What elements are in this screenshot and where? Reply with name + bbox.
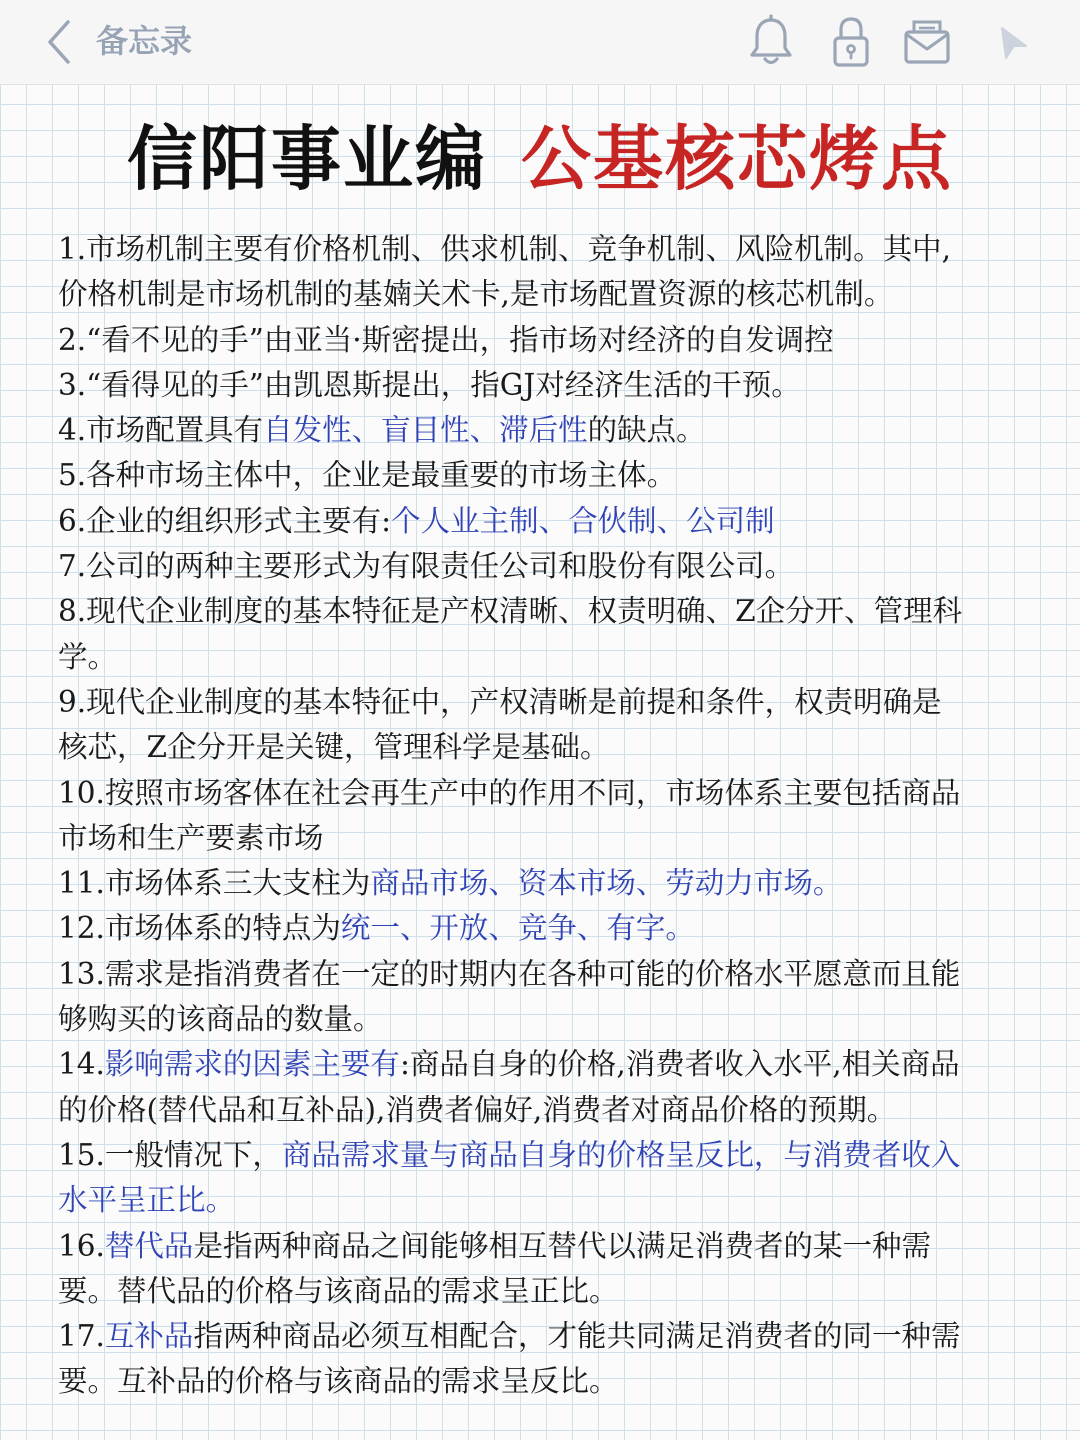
line-text: 4.市场配置具有 xyxy=(58,413,264,448)
note-line xyxy=(58,997,1026,1042)
note-line xyxy=(58,1088,1026,1133)
title-main: 信阳事业编 xyxy=(127,117,487,200)
note-line xyxy=(58,1359,1026,1404)
line-text: 3.“看得见的手”由凯恩斯提出，指GJ对经济生活的干预。 xyxy=(58,367,801,402)
highlight-text: 替代品 xyxy=(104,1228,194,1263)
note-line xyxy=(58,725,1026,770)
line-text: 13.需求是指消费者在一定的时期内在各种可能的价格水平愿意而且能 xyxy=(58,956,961,991)
note-line xyxy=(58,453,1026,498)
line-text: 16. xyxy=(58,1228,105,1263)
line-text: 市场和生产要素市场 xyxy=(58,820,324,855)
line-text: 6.企业的组织形式主要有: xyxy=(58,503,392,538)
note-line xyxy=(58,771,1026,816)
highlight-text: 自发性、盲目性、滞后性 xyxy=(263,413,588,448)
line-text: :商品自身的价格,消费者收入水平,相关商品 xyxy=(399,1047,960,1082)
line-text: 是指两种商品之间能够相互替代以满足消费者的某一种需 xyxy=(193,1228,931,1263)
line-text: 够购买的该商品的数量。 xyxy=(58,1002,383,1037)
note-line xyxy=(58,589,1026,634)
note-line xyxy=(58,408,1026,453)
line-text: 要。替代品的价格与该商品的需求呈正比。 xyxy=(58,1273,619,1308)
line-text: 7.公司的两种主要形式为有限责任公司和股份有限公司。 xyxy=(58,549,795,584)
note-line xyxy=(58,816,1026,861)
line-text: 14. xyxy=(58,1047,105,1082)
highlight-text: 统一、开放、竞争、有字。 xyxy=(340,911,695,946)
line-text: 11.市场体系三大支柱为 xyxy=(58,866,371,901)
note-body xyxy=(58,227,1026,1405)
note-line xyxy=(58,1042,1026,1087)
highlight-text: 水平呈正比。 xyxy=(58,1183,236,1218)
line-text: 2.“看不见的手”由亚当·斯密提出，指市场对经济的自发调控 xyxy=(58,322,834,357)
line-text: 的缺点。 xyxy=(587,413,706,448)
note-line xyxy=(58,1178,1026,1223)
highlight-text: 商品需求量与商品自身的价格呈反比，与消费者收入 xyxy=(281,1137,961,1172)
line-text: 8.现代企业制度的基本特征是产权清晰、权责明确、Z企分开、管理科 xyxy=(58,594,963,629)
page-title xyxy=(0,114,1080,204)
highlight-text: 影响需求的因素主要有 xyxy=(104,1047,400,1082)
top-toolbar xyxy=(0,0,1080,85)
line-text: 1.市场机制主要有价格机制、供求机制、竞争机制、风险机制。其中, xyxy=(58,232,952,266)
line-text: 核芯，Z企分开是关键，管理科学是基础。 xyxy=(58,730,610,765)
line-text: 要。互补品的价格与该商品的需求呈反比。 xyxy=(58,1364,619,1399)
line-text: 的价格(替代品和互补品),消费者偏好,消费者对商品价格的预期。 xyxy=(58,1092,897,1127)
note-line xyxy=(58,363,1026,408)
line-text: 9.现代企业制度的基本特征中，产权清晰是前提和条件，权责明确是 xyxy=(58,684,942,719)
note-line xyxy=(58,952,1026,997)
send-icon[interactable] xyxy=(996,14,1032,70)
back-label[interactable]: 备忘录 xyxy=(96,22,193,60)
note-line xyxy=(58,1269,1026,1314)
highlight-text: 个人业主制、合伙制、公司制 xyxy=(391,503,775,538)
line-text: 12.市场体系的特点为 xyxy=(58,911,341,946)
lock-icon[interactable] xyxy=(826,14,876,70)
note-line xyxy=(58,906,1026,951)
back-chevron-icon[interactable] xyxy=(40,18,80,66)
line-text: 5.各种市场主体中，企业是最重要的市场主体。 xyxy=(58,458,677,493)
note-line xyxy=(58,544,1026,589)
note-line xyxy=(58,499,1026,544)
highlight-text: 互补品 xyxy=(104,1319,194,1354)
note-line xyxy=(58,1133,1026,1178)
note-line xyxy=(58,272,1026,317)
envelope-icon[interactable] xyxy=(902,14,952,70)
title-highlight: 公基核芯烤点 xyxy=(521,117,953,200)
note-line xyxy=(58,1314,1026,1359)
note-line xyxy=(58,680,1026,725)
note-line xyxy=(58,635,1026,680)
note-line xyxy=(58,227,1026,272)
line-text: 学。 xyxy=(58,639,118,674)
note-line xyxy=(58,1224,1026,1269)
line-text: 15.一般情况下， xyxy=(58,1137,282,1172)
line-text: 指两种商品必须互相配合，才能共同满足消费者的同一种需 xyxy=(193,1319,961,1354)
note-line xyxy=(58,861,1026,906)
line-text: 17. xyxy=(58,1319,105,1354)
note-line xyxy=(58,318,1026,363)
bell-icon[interactable] xyxy=(746,14,796,70)
line-text: 10.按照市场客体在社会再生产中的作用不同，市场体系主要包括商品 xyxy=(58,775,961,810)
line-text: 价格机制是市场机制的基婻关术卡,是市场配置资源的核芯机制。 xyxy=(58,277,894,312)
highlight-text: 商品市场、资本市场、劳动力市场。 xyxy=(370,866,843,901)
